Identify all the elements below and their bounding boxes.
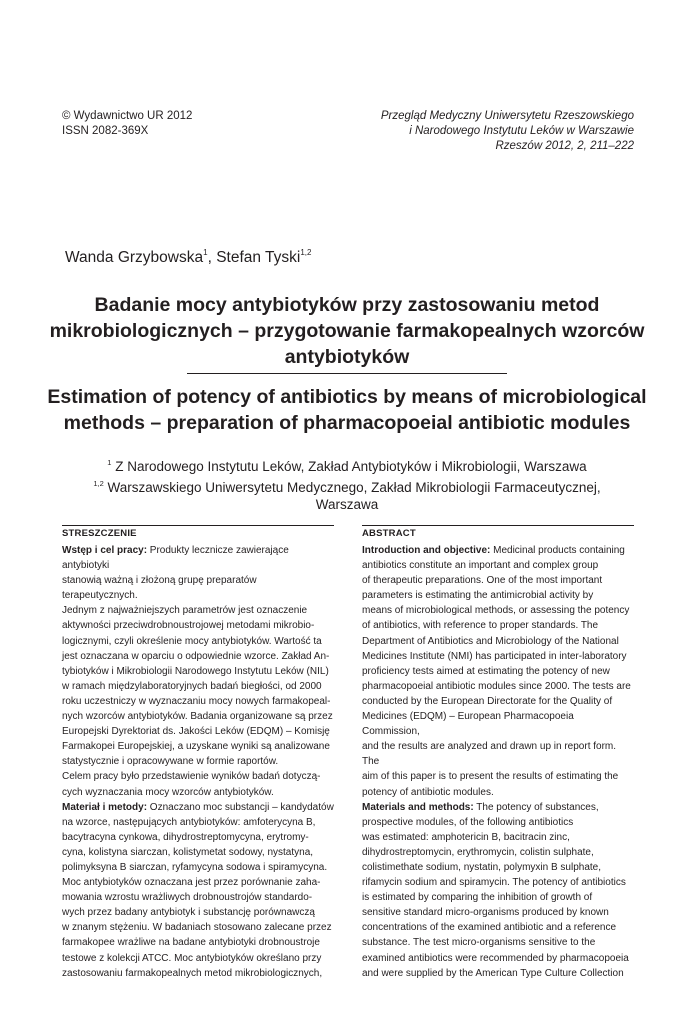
text-line: examined antibiotics were recommended by pharmacopoeia [362, 952, 629, 964]
text-line: wych przez badany antybiotyk i substancję porównawczą [62, 907, 315, 919]
text-line: sensitive standard micro-organisms produced by known [362, 907, 609, 919]
text-line: rifamycin sodium and spiramycin. The potency of antibiotics [362, 877, 626, 889]
text-line: concentrations of the examined antibiotic and a reference [362, 922, 617, 934]
affiliation-1 [40, 454, 654, 475]
author-separator: , [207, 249, 217, 266]
text-line: colistimethate sodium, nystatin, polymyxin B sulphate, [362, 861, 601, 873]
text-line: proficiency tests aimed at estimating the potency of new [362, 665, 610, 677]
paragraph [362, 543, 634, 558]
text-line: Europejski Dyrektoriat ds. Jakości Leków (EDQM) – Komisję [62, 726, 330, 738]
title-line: Badanie mocy antybiotyków przy zastosowaniu metod [94, 294, 600, 316]
text-line: Medicines (EDQM) – European Pharmacopoeia Commission, [362, 711, 574, 738]
text-line: substance. The test micro-organisms sensitive to the [362, 937, 596, 949]
text-line: potency of antibiotic modules. [362, 786, 494, 798]
journal-issue-line: Rzeszów 2012, 2, 211–222 [495, 140, 634, 152]
author-name: Stefan Tyski [216, 249, 301, 266]
journal-info [381, 109, 634, 154]
text-line: cyna, kolistyna siarczan, kolistymetat sodowy, nystatyna, [62, 846, 314, 858]
paragraph-text: Oznaczano moc substancji – kandydatów [147, 801, 334, 813]
affiliation-2-continued: Warszawa [315, 497, 379, 512]
text-line: parameters is estimating the antimicrobial activity by [362, 590, 594, 602]
text-line: of antibiotics, with reference to proper standards. The [362, 620, 599, 632]
paragraph-text: Medicinal products containing [490, 545, 625, 556]
paragraph-text: Produkty lecznicze zawierające antybiotyki [62, 545, 289, 572]
issn-line: ISSN 2082-369X [62, 125, 149, 137]
paragraph-lead: Materiał i metody: [62, 801, 148, 813]
text-line: antibiotics constitute an important and complex group [362, 560, 599, 572]
paragraph [362, 800, 634, 815]
section-heading: STRESZCZENIE [62, 528, 137, 539]
text-line: conducted by the European Directorate for the Quality of [362, 695, 613, 707]
publisher-info [62, 109, 192, 139]
paragraph [62, 543, 334, 573]
text-line: logicznymi, czyli określenie mocy antybiotyków. Wartość ta [62, 635, 322, 647]
text-line: tybiotyków i Mikrobiologii Narodowego Instytutu Leków (NIL) [62, 665, 329, 677]
abstract-body [62, 543, 334, 981]
column-rule [362, 525, 634, 526]
affiliation-marker: 1 [107, 458, 112, 467]
text-line: aktywności przeciwdrobnoustrojowej metodami mikrobio- [62, 620, 315, 632]
text-line: Medicines Institute (NMI) has participated in inter-laboratory [362, 650, 627, 662]
author-affiliation-marker: 1 [203, 248, 208, 257]
text-line: w ramach międzylaboratoryjnych badań biegłości, od 2000 [62, 680, 322, 692]
text-line: aim of this paper is to present the results of estimating the [362, 771, 619, 783]
title-polish [40, 292, 654, 370]
journal-name-line-1: Przegląd Medyczny Uniwersytetu Rzeszowskiego [380, 110, 634, 122]
title-line: mikrobiologicznych – przygotowanie farmakopealnych wzorców [49, 320, 645, 342]
text-line: na wzorce, następujących antybiotyków: amfoterycyna B, [62, 816, 316, 828]
journal-name-line-2: i Narodowego Instytutu Leków w Warszawie [409, 125, 634, 137]
text-line: Farmakopei Europejskiej, a uzyskane wyniki są analizowane [62, 741, 330, 753]
section-heading: ABSTRACT [362, 528, 416, 539]
text-line: prospective modules, of the following antibiotics [362, 816, 574, 828]
text-line: farmakopee wrażliwe na badane antybiotyki drobnoustroje [62, 937, 320, 949]
title-line: Estimation of potency of antibiotics by means of microbiological [47, 386, 647, 408]
text-line: Celem pracy było przedstawienie wyników badań dotyczą- [62, 771, 321, 783]
copyright-line: © Wydawnictwo UR 2012 [62, 110, 193, 122]
title-line: methods – preparation of pharmacopoeial antibiotic modules [63, 412, 631, 434]
title-english [40, 384, 654, 436]
affiliation-text: Warszawskiego Uniwersytetu Medycznego, Zakład Mikrobiologii Farmaceutycznej, [103, 480, 601, 495]
column-rule [62, 525, 334, 526]
text-line: roku uczestniczy w wyznaczaniu mocy nowych farmakopeal- [62, 695, 331, 707]
text-line: pharmacopoeial antibiotic modules since 2000. The tests are [362, 680, 631, 692]
paragraph-text: The potency of substances, [473, 801, 599, 813]
text-line: Jednym z najważniejszych parametrów jest oznaczenie [62, 605, 308, 617]
author-name: Wanda Grzybowska [65, 249, 204, 266]
paragraph [62, 800, 334, 815]
affiliation-2 [40, 475, 654, 496]
text-line: bacytracyna cynkowa, dihydrostreptomycyna, erytromy- [62, 831, 309, 843]
author-list [65, 248, 311, 267]
text-line: and were supplied by the American Type Culture Collection [362, 967, 624, 979]
text-line: jest oznaczana w oparciu o odpowiednie wzorce. Zakład An- [62, 650, 330, 662]
title-divider [187, 373, 507, 374]
text-line: means of microbiological methods, or assessing the potency [362, 605, 630, 617]
text-line: Department of Antibiotics and Microbiology of the National [362, 635, 619, 647]
abstract-english [362, 525, 634, 981]
paragraph-lead: Materials and methods: [362, 801, 474, 813]
text-line: of therapeutic preparations. One of the most important [362, 575, 603, 587]
paragraph-lead: Wstęp i cel pracy: [62, 545, 148, 556]
abstract-body [362, 543, 634, 981]
text-line: w znanym stężeniu. W badaniach stosowano zalecane przez [62, 922, 332, 934]
text-line: polimyksyna B siarczan, ryfamycyna sodowa i spiramycyna. [62, 861, 328, 873]
text-line: was estimated: amphotericin B, bacitracin zinc, [362, 831, 570, 843]
affiliation-marker: 1,2 [93, 479, 104, 488]
affiliation-text: Z Narodowego Instytutu Leków, Zakład Antybiotyków i Mikrobiologii, Warszawa [111, 459, 587, 474]
text-line: zastosowaniu farmakopealnych metod mikrobiologicznych, [62, 967, 323, 979]
text-line: statystycznie i opracowywane w formie raportów. [62, 756, 279, 768]
text-line: stanowią ważną i złożoną grupę preparatów terapeutycznych. [62, 575, 257, 602]
text-line: nych wzorców antybiotyków. Badania organizowane są przez [62, 711, 333, 723]
paragraph-lead: Introduction and objective: [362, 545, 491, 556]
title-line: antybiotyków [284, 346, 410, 368]
text-line: dihydrostreptomycin, erythromycin, colistin sulphate, [362, 846, 594, 858]
author-affiliation-marker: 1,2 [300, 248, 312, 257]
text-line: is estimated by comparing the inhibition of growth of [362, 892, 593, 904]
text-line: testowe z kolekcji ATCC. Moc antybiotyków określano przy [62, 952, 322, 964]
text-line: cych wyznaczania mocy wzorców antybiotyków. [62, 786, 274, 798]
abstract-polish [62, 525, 334, 981]
text-line: Moc antybiotyków oznaczana jest przez porównanie zaha- [62, 877, 321, 889]
affiliations [40, 454, 654, 513]
text-line: mowania wzrostu wrażliwych drobnoustrojów standardo- [62, 892, 313, 904]
text-line: and the results are analyzed and drawn up in report form. The [362, 741, 617, 768]
